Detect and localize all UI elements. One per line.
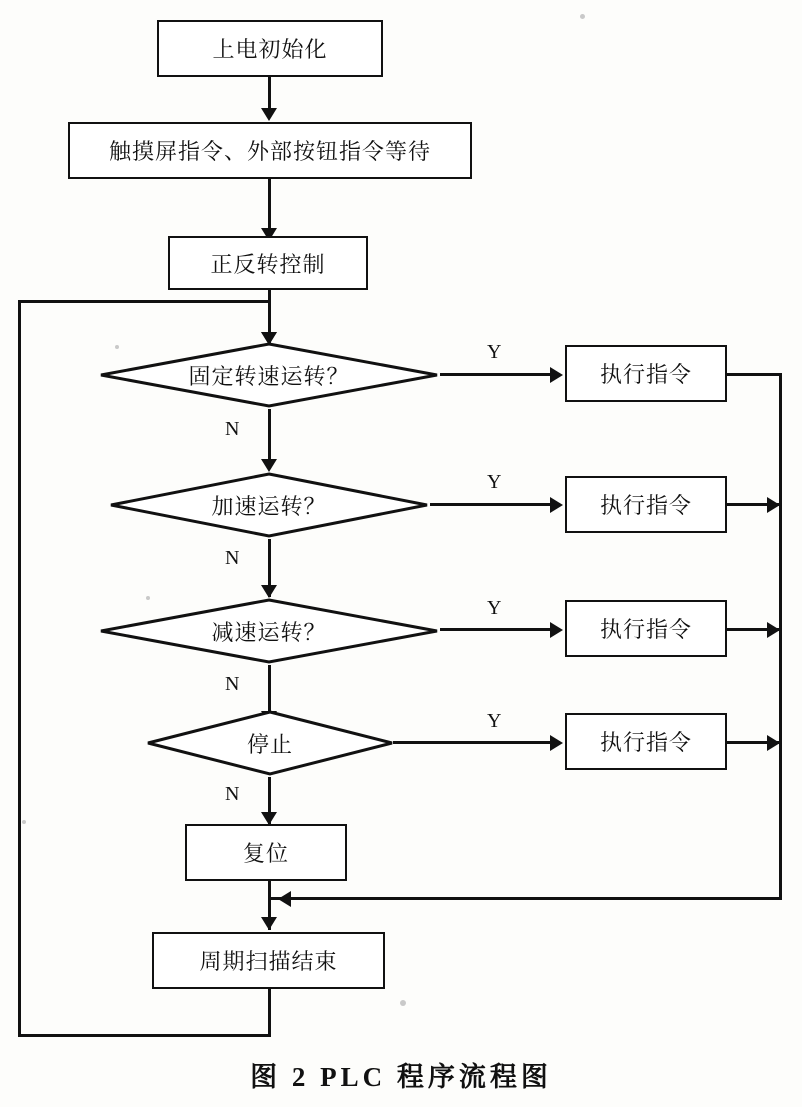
loop-back-left [18, 300, 21, 1037]
loop-back-arrowhead [261, 332, 277, 345]
node-accel[interactable] [108, 471, 430, 539]
branch-label-y3: Y [487, 597, 502, 619]
page-speck [22, 820, 26, 824]
branch-label-n4: N [225, 783, 240, 805]
return-bus-merge-arrowhead [278, 891, 291, 907]
node-wait[interactable] [68, 122, 472, 179]
node-fwdrev-label: 正反转控制 [210, 251, 326, 277]
loop-back-top [18, 300, 270, 303]
node-exec3-label: 执行指令 [599, 617, 692, 642]
edge-exec3-bus-arrowhead [767, 622, 780, 638]
node-init[interactable] [157, 20, 383, 77]
node-decel-label: 减速运转？ [211, 619, 327, 645]
edge-exec1-bus [727, 373, 782, 376]
node-wait-label: 触摸屏指令、外部按钮指令等待 [108, 139, 431, 164]
branch-label-y2: Y [487, 471, 502, 493]
node-exec2-label: 执行指令 [599, 493, 692, 518]
node-exec2[interactable] [565, 476, 727, 533]
node-scanend-label: 周期扫描结束 [199, 949, 338, 974]
node-fixed-label: 固定转速运转？ [188, 363, 350, 389]
edge-decel-exec3-arrowhead [550, 622, 563, 638]
node-init-label: 上电初始化 [212, 37, 328, 62]
branch-label-y1: Y [487, 341, 502, 363]
edge-fixed-exec1-arrowhead [550, 367, 563, 383]
edge-stop-exec4-arrowhead [550, 735, 563, 751]
loop-back-bottom [18, 1034, 271, 1037]
node-exec4-label: 执行指令 [599, 730, 692, 755]
edge-init-wait-arrowhead [261, 108, 277, 121]
figure-caption: 图 2 PLC 程序流程图 [250, 1062, 552, 1092]
node-reset-label: 复位 [242, 841, 289, 866]
edge-fixed-exec1 [440, 373, 560, 376]
node-reset[interactable] [185, 824, 347, 881]
node-accel-label: 加速运转？ [211, 493, 327, 519]
node-fwdrev[interactable] [168, 236, 368, 290]
page-speck [580, 14, 585, 19]
edge-stop-exec4 [393, 741, 560, 744]
edge-accel-exec2-arrowhead [550, 497, 563, 513]
branch-label-n3: N [225, 673, 240, 695]
node-scanend[interactable] [152, 932, 385, 989]
edge-reset-scanend-arrowhead [261, 917, 277, 930]
edge-decel-exec3 [440, 628, 560, 631]
node-exec3[interactable] [565, 600, 727, 657]
node-decel[interactable] [98, 597, 440, 665]
node-exec1-label: 执行指令 [599, 362, 692, 387]
node-fixed[interactable] [98, 341, 440, 409]
node-exec1[interactable] [565, 345, 727, 402]
edge-wait-fwdrev [268, 179, 271, 233]
edge-accel-exec2 [430, 503, 560, 506]
node-exec4[interactable] [565, 713, 727, 770]
branch-label-y4: Y [487, 710, 502, 732]
branch-label-n1: N [225, 418, 240, 440]
edge-exec4-bus-arrowhead [767, 735, 780, 751]
branch-label-n2: N [225, 547, 240, 569]
node-stop-label: 停止 [246, 731, 293, 757]
loop-back-down [268, 989, 271, 1037]
return-bus-bottom [268, 897, 782, 900]
edge-init-wait [268, 77, 271, 111]
edge-exec2-bus-arrowhead [767, 497, 780, 513]
page-speck [400, 1000, 406, 1006]
node-stop[interactable] [145, 709, 395, 777]
